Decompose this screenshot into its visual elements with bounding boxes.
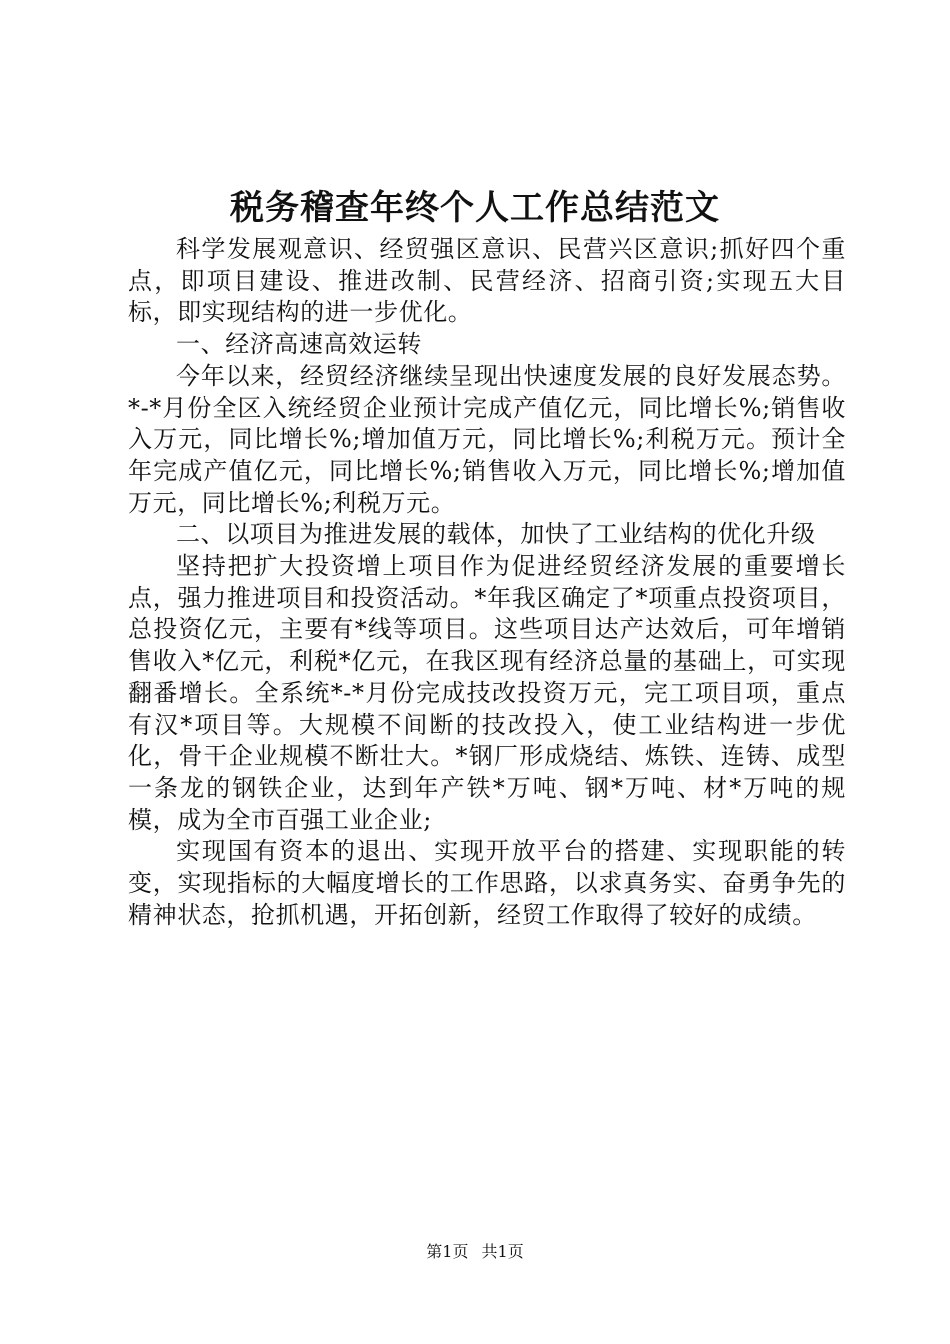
- section-heading-1: 一、经济高速高效运转: [176, 330, 422, 359]
- document-body: [128, 234, 846, 931]
- paragraph-conclusion: 实现国有资本的退出、实现开放平台的搭建、实现职能的转变，实现指标的大幅度增长的工作思路，以求真务实、奋勇争先的精神状态，抢抓机遇，开拓创新，经贸工作取得了较好的成绩。: [128, 837, 846, 929]
- document-title: 税务稽查年终个人工作总结范文: [230, 188, 720, 228]
- paragraph-economy: 今年以来，经贸经济继续呈现出快速度发展的良好发展态势。*-*月份全区入统经贸企业预计完成产值亿元，同比增长%;销售收入万元，同比增长%;增加值万元，同比增长%;利税万元。预计全年完成产值亿元，同比增长%;销售收入万元，同比增长%;增加值万元，同比增长%;利税万元。: [128, 361, 846, 517]
- paragraph-intro: 科学发展观意识、经贸强区意识、民营兴区意识;抓好四个重点，即项目建设、推进改制、民营经济、招商引资;实现五大目标，即实现结构的进一步优化。: [128, 235, 846, 327]
- paragraph-projects: 坚持把扩大投资增上项目作为促进经贸经济发展的重要增长点，强力推进项目和投资活动。*年我区确定了*项重点投资项目，总投资亿元，主要有*线等项目。这些项目达产达效后，可年增销售收入*亿元，利税*亿元，在我区现有经济总量的基础上，可实现翻番增长。全系统*-*月份完成技改投资万元，完工项目项，重点有汉*项目等。大规模不间断的技改投入，使工业结构进一步优化，骨干企业规模不断壮大。*钢厂形成烧结、炼铁、连铸、成型一条龙的钢铁企业，达到年产铁*万吨、钢*万吨、材*万吨的规模，成为全市百强工业企业;: [128, 552, 846, 834]
- section-heading-2: 二、以项目为推进发展的载体，加快了工业结构的优化升级: [176, 520, 816, 549]
- page-footer: [0, 1240, 950, 1264]
- page-total: 共1页: [481, 1242, 524, 1261]
- page-number: 第1页: [426, 1242, 469, 1261]
